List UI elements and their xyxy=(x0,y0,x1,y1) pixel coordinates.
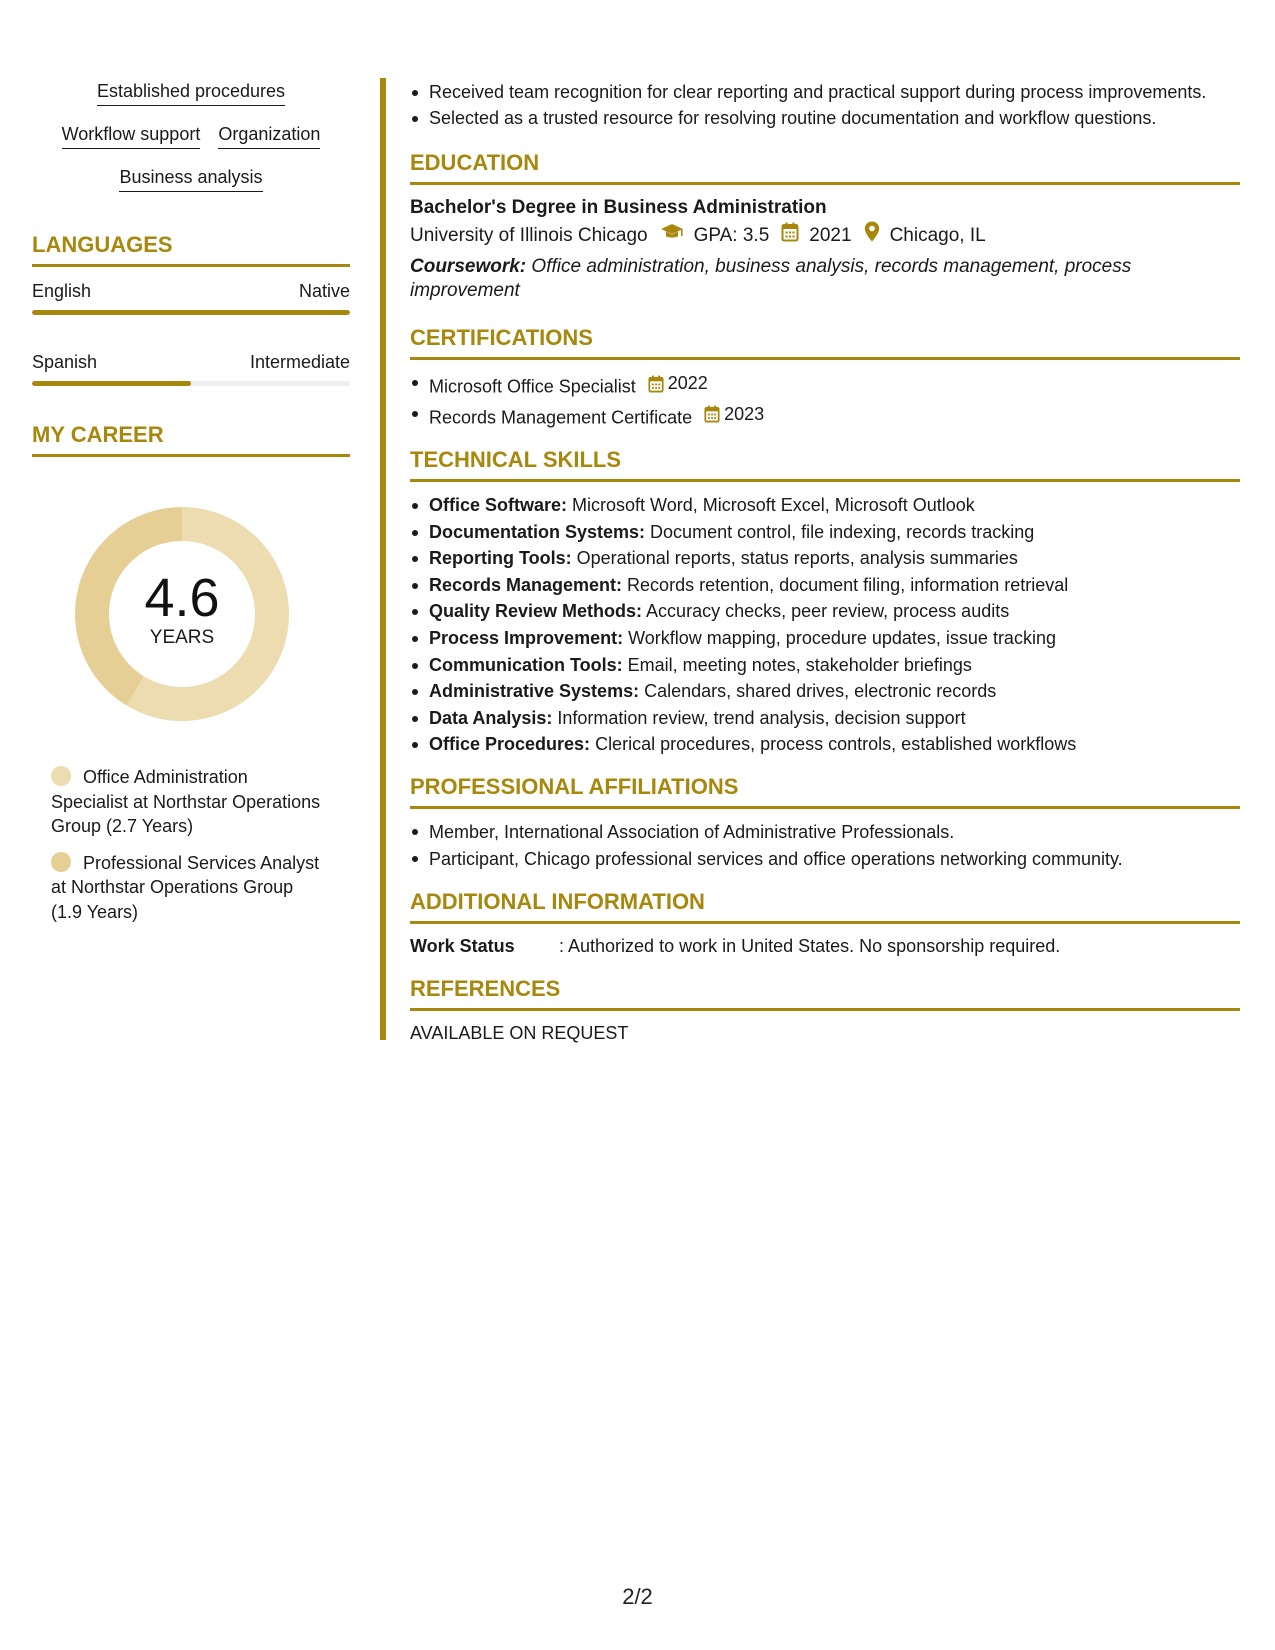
language-level: Native xyxy=(298,281,350,301)
skill-category: Office Procedures: xyxy=(429,734,591,755)
language-level: Intermediate xyxy=(249,352,350,372)
skill-values: Accuracy checks, peer review, process audits xyxy=(642,601,1010,622)
skill-tag: Organization xyxy=(218,123,320,149)
language-name: English xyxy=(32,281,92,301)
career-legend-item xyxy=(51,851,321,925)
section-title: TECHNICAL SKILLS xyxy=(410,447,1240,482)
school-name: University of Illinois Chicago xyxy=(410,225,648,246)
skill-tag: Workflow support xyxy=(62,123,201,149)
career-section xyxy=(32,422,350,924)
skill-category: Office Software: xyxy=(429,495,568,515)
technical-skill-item xyxy=(410,598,1240,625)
career-legend xyxy=(32,765,350,924)
tag-row xyxy=(32,166,350,192)
technical-skills-list xyxy=(410,492,1240,758)
technical-skill-item xyxy=(410,545,1240,572)
tag-row xyxy=(32,80,350,106)
section-title: EDUCATION xyxy=(410,150,1240,185)
certification-year: 2022 xyxy=(667,373,708,393)
right-column xyxy=(410,80,1240,1045)
technical-skill-item xyxy=(410,492,1240,519)
gpa: GPA: 3.5 xyxy=(693,225,770,246)
certification-name: Microsoft Office Specialist xyxy=(429,376,636,397)
education-meta xyxy=(410,221,1240,251)
skill-values: Clerical procedures, process controls, established workflows xyxy=(590,734,1077,755)
languages-section xyxy=(32,232,350,386)
technical-skill-item xyxy=(410,625,1240,652)
certification-list xyxy=(410,370,1240,431)
coursework-text: Office administration, business analysis, records management, process improvement xyxy=(410,256,1132,301)
career-label: Professional Services Analyst at Northstar Operations Group (1.9 Years) xyxy=(51,852,320,922)
skill-category: Documentation Systems: xyxy=(429,521,646,542)
language-proficiency-bar xyxy=(32,381,350,386)
section-title: MY CAREER xyxy=(32,422,350,457)
graduation-year: 2021 xyxy=(809,225,852,246)
achievement-item: Selected as a trusted resource for resolving routine documentation and workflow questions. xyxy=(410,106,1240,130)
coursework-label: Coursework: xyxy=(410,256,527,277)
left-column xyxy=(32,80,350,936)
degree-title: Bachelor's Degree in Business Administration xyxy=(410,197,827,218)
skill-values: Microsoft Word, Microsoft Excel, Microsoft Outlook xyxy=(567,495,975,515)
section-title: LANGUAGES xyxy=(32,232,350,267)
skill-values: Records retention, document filing, information retrieval xyxy=(622,574,1069,595)
skill-values: Document control, file indexing, records tracking xyxy=(645,521,1035,542)
calendar-icon xyxy=(648,375,664,393)
skill-tags xyxy=(32,80,350,192)
work-status-row xyxy=(410,934,1240,958)
skill-values: Calendars, shared drives, electronic records xyxy=(639,681,997,702)
section-title: PROFESSIONAL AFFILIATIONS xyxy=(410,774,1240,809)
technical-skill-item xyxy=(410,705,1240,732)
section-title: REFERENCES xyxy=(410,976,1240,1011)
section-title: ADDITIONAL INFORMATION xyxy=(410,889,1240,924)
certification-name: Records Management Certificate xyxy=(429,407,693,427)
skill-tag: Established procedures xyxy=(97,80,285,106)
work-status-key: Work Status xyxy=(410,935,515,956)
certification-year: 2023 xyxy=(724,403,765,424)
page-number: 2/2 xyxy=(622,1584,653,1609)
career-donut-chart xyxy=(67,499,297,729)
affiliation-item: Participant, Chicago professional services and office operations networking community. xyxy=(410,846,1240,873)
work-status-value: : Authorized to work in United States. No sponsorship required. xyxy=(559,935,1061,956)
skill-category: Reporting Tools: xyxy=(429,548,572,569)
affiliation-item: Member, International Association of Administrative Professionals. xyxy=(410,819,1240,846)
technical-skill-item xyxy=(410,572,1240,599)
language-item xyxy=(32,351,350,386)
skill-values: Operational reports, status reports, analysis summaries xyxy=(571,548,1018,569)
skill-category: Records Management: xyxy=(429,574,623,595)
skill-category: Process Improvement: xyxy=(429,627,624,648)
career-label: Office Administration Specialist at Northstar Operations Group (2.7 Years) xyxy=(51,767,321,836)
column-divider xyxy=(380,78,386,1040)
tag-row xyxy=(32,123,350,149)
skill-tag: Business analysis xyxy=(119,166,262,192)
calendar-icon xyxy=(781,222,799,251)
certification-item xyxy=(410,401,1240,432)
technical-skill-item xyxy=(410,652,1240,679)
skill-category: Communication Tools: xyxy=(429,654,623,675)
years-label: YEARS xyxy=(149,627,215,648)
references-text: AVAILABLE ON REQUEST xyxy=(410,1022,629,1043)
achievement-item: Received team recognition for clear reporting and practical support during process improvements. xyxy=(410,80,1240,104)
technical-skill-item xyxy=(410,678,1240,705)
career-legend-item xyxy=(51,765,321,839)
coursework xyxy=(410,255,1240,303)
total-years: 4.6 xyxy=(144,568,220,628)
legend-dot xyxy=(51,766,71,786)
skill-values: Email, meeting notes, stakeholder briefings xyxy=(622,654,972,675)
proficiency-fill xyxy=(32,310,350,315)
achievement-list xyxy=(410,80,1240,130)
skill-values: Information review, trend analysis, decision support xyxy=(552,707,966,728)
technical-skill-item xyxy=(410,731,1240,758)
skill-category: Quality Review Methods: xyxy=(429,601,643,622)
affiliations-list xyxy=(410,819,1240,873)
school-location: Chicago, IL xyxy=(889,225,986,246)
language-proficiency-bar xyxy=(32,310,350,315)
map-pin-icon xyxy=(864,221,880,251)
language-item xyxy=(32,280,350,315)
legend-dot xyxy=(51,852,71,872)
proficiency-fill xyxy=(32,381,191,386)
donut-center xyxy=(67,569,297,649)
skill-category: Data Analysis: xyxy=(429,707,553,728)
graduation-cap-icon xyxy=(660,222,684,250)
technical-skill-item xyxy=(410,519,1240,546)
language-name: Spanish xyxy=(32,352,98,372)
skill-values: Workflow mapping, procedure updates, issue tracking xyxy=(623,627,1056,648)
section-title: CERTIFICATIONS xyxy=(410,325,1240,360)
calendar-icon xyxy=(704,405,720,423)
education-entry xyxy=(410,195,1240,303)
skill-category: Administrative Systems: xyxy=(429,681,640,702)
certification-item xyxy=(410,370,1240,401)
